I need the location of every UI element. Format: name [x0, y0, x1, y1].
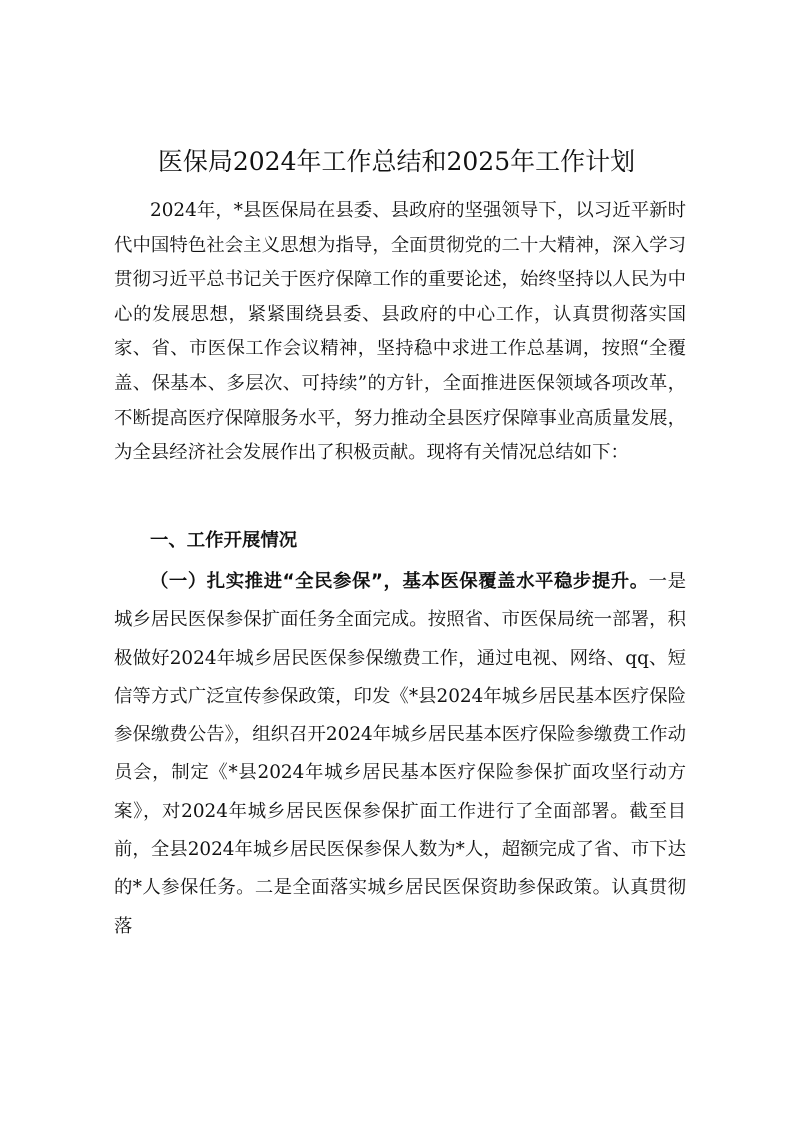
subsection-heading-universal-insurance: （一）扎实推进“全民参保”，基本医保覆盖水平稳步提升。	[150, 571, 649, 592]
intro-paragraph: 2024年，*县医保局在县委、县政府的坚强领导下，以习近平新时代中国特色社会主义思想为指导，全面贯彻党的二十大精神，深入学习贯彻习近平总书记关于医疗保障工作的重要论述，始终坚持以人民为中心的发展思想，紧紧围绕县委、县政府的中心工作，认真贯彻落实国家、省、市医保工作会议精神，坚持稳中求进工作总基调，按照“全覆盖、保基本、多层次、可持续”的方针，全面推进医保领域各项改革，不断提高医疗保障服务水平，努力推动全县医疗保障事业高质量发展，为全县经济社会发展作出了积极贡献。现将有关情况总结如下：	[114, 200, 686, 464]
section-heading-work-status: 一、工作开展情况	[150, 530, 298, 551]
document-title: 医保局2024年工作总结和2025年工作计划	[157, 147, 636, 176]
subsection-body-text: 一是城乡居民医保参保扩面任务全面完成。按照省、市医保局统一部署，积极做好2024年城乡居民医保参保缴费工作，通过电视、网络、qq、短信等方式广泛宣传参保政策，印发《*县2024年城乡居民基本医疗保险参保缴费公告》，组织召开2024年城乡居民基本医疗保险参缴费工作动员会，制定《*县2024年城乡居民基本医疗保险参保扩面攻坚行动方案》，对2024年城乡居民医保参保扩面工作进行了全面部署。截至目前，全县2024年城乡居民医保参保人数为*人，超额完成了省、市下达的*人参保任务。二是全面落实城乡居民医保资助参保政策。认真贯彻落	[114, 571, 686, 937]
section1-paragraph	[114, 563, 686, 946]
